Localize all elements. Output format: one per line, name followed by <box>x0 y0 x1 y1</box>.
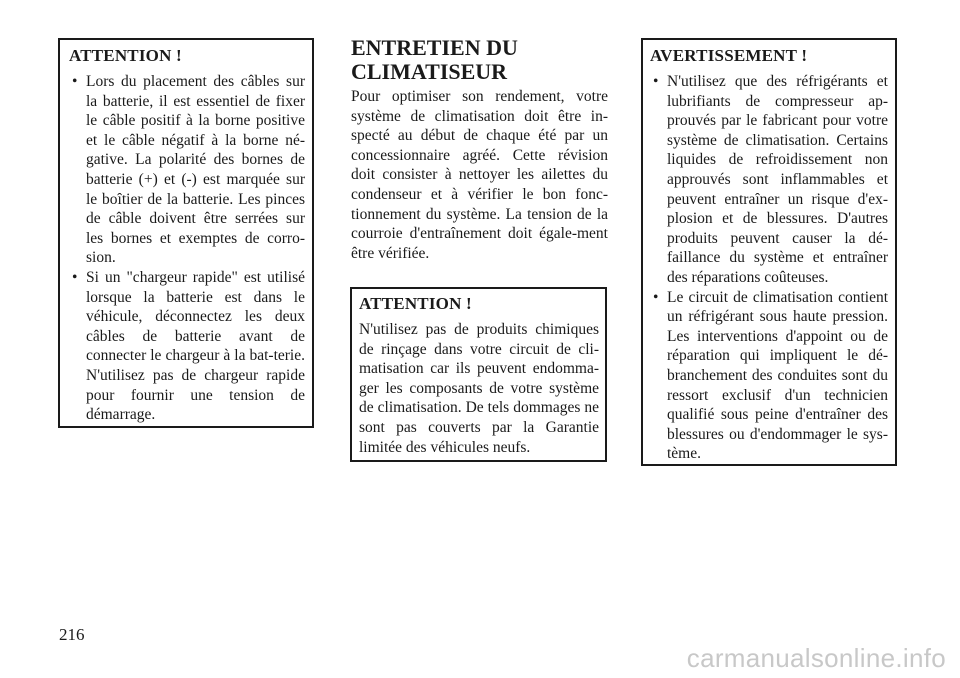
warning-item: • N'utilisez que des réfrigérants et lubrifiants de compresseur ap-prouvés par le fabricant pour votre système de climatisation. Certains liquides de refroidissement non approuvés sont inflammables et peuvent entraîner un risque d'ex-plosion et de blessures. D'autres produits peuvent causer la dé-faillance du système et entraîner des réparations coûteuses. <box>650 72 888 288</box>
notice-title: ATTENTION ! <box>359 294 472 313</box>
warning-title: AVERTISSEMENT ! <box>650 46 808 65</box>
warning-notice-refrigerant <box>641 38 897 466</box>
watermark-text: carmanualsonline.info <box>686 643 946 673</box>
warning-list <box>650 72 888 464</box>
notice-item: • Lors du placement des câbles sur la batterie, il est essentiel de fixer le câble positif à la borne positive et le câble négatif à la borne né-gative. La polarité des bornes de batterie (+) et (-) est marquée sur le boîtier de la batterie. Les pinces de câble doivent être serrées sur les bornes et exemptes de corro-sion. <box>69 72 305 268</box>
notice-title: ATTENTION ! <box>69 46 182 65</box>
page-number: 216 <box>59 625 85 644</box>
section-body: Pour optimiser son rendement, votre système de climatisation doit être in-specté au début de chaque été par un concessionnaire agréé. Cette révision doit consister à nettoyer les ailettes du condenseur et à vérifier le bon fonc-tionnement du système. La tension de la courroie d'entraînement doit égale-ment être vérifiée. <box>351 88 608 262</box>
notice-item: • Si un "chargeur rapide" est utilisé lorsque la batterie est dans le véhicule, déconnectez les deux câbles de batterie avant de connecter le chargeur à la bat-terie. N'utilisez pas de chargeur rapide pour fournir une tension de démarrage. <box>69 268 305 425</box>
attention-notice-battery <box>58 38 314 428</box>
warning-item: • Le circuit de climatisation contient un réfrigérant sous haute pression. Les interventions d'appoint ou de réparation qui impliquent le dé-branchement des conduites sont du ressort exclusif d'un technicien qualifié sous peine d'entraîner des blessures ou d'endommager le sys-tème. <box>650 288 888 464</box>
section-heading: ENTRETIEN DU CLIMATISEUR <box>351 35 518 84</box>
notice-text: N'utilisez pas de produits chimiques de rinçage dans votre circuit de cli-matisation car ils peuvent endomma-ger les composants de votre système de climatisation. De tels dommages ne sont pas couverts par la Garantie limitée des véhicules neufs. <box>359 321 599 456</box>
attention-notice-chemicals <box>350 287 607 462</box>
notice-list <box>69 72 305 425</box>
